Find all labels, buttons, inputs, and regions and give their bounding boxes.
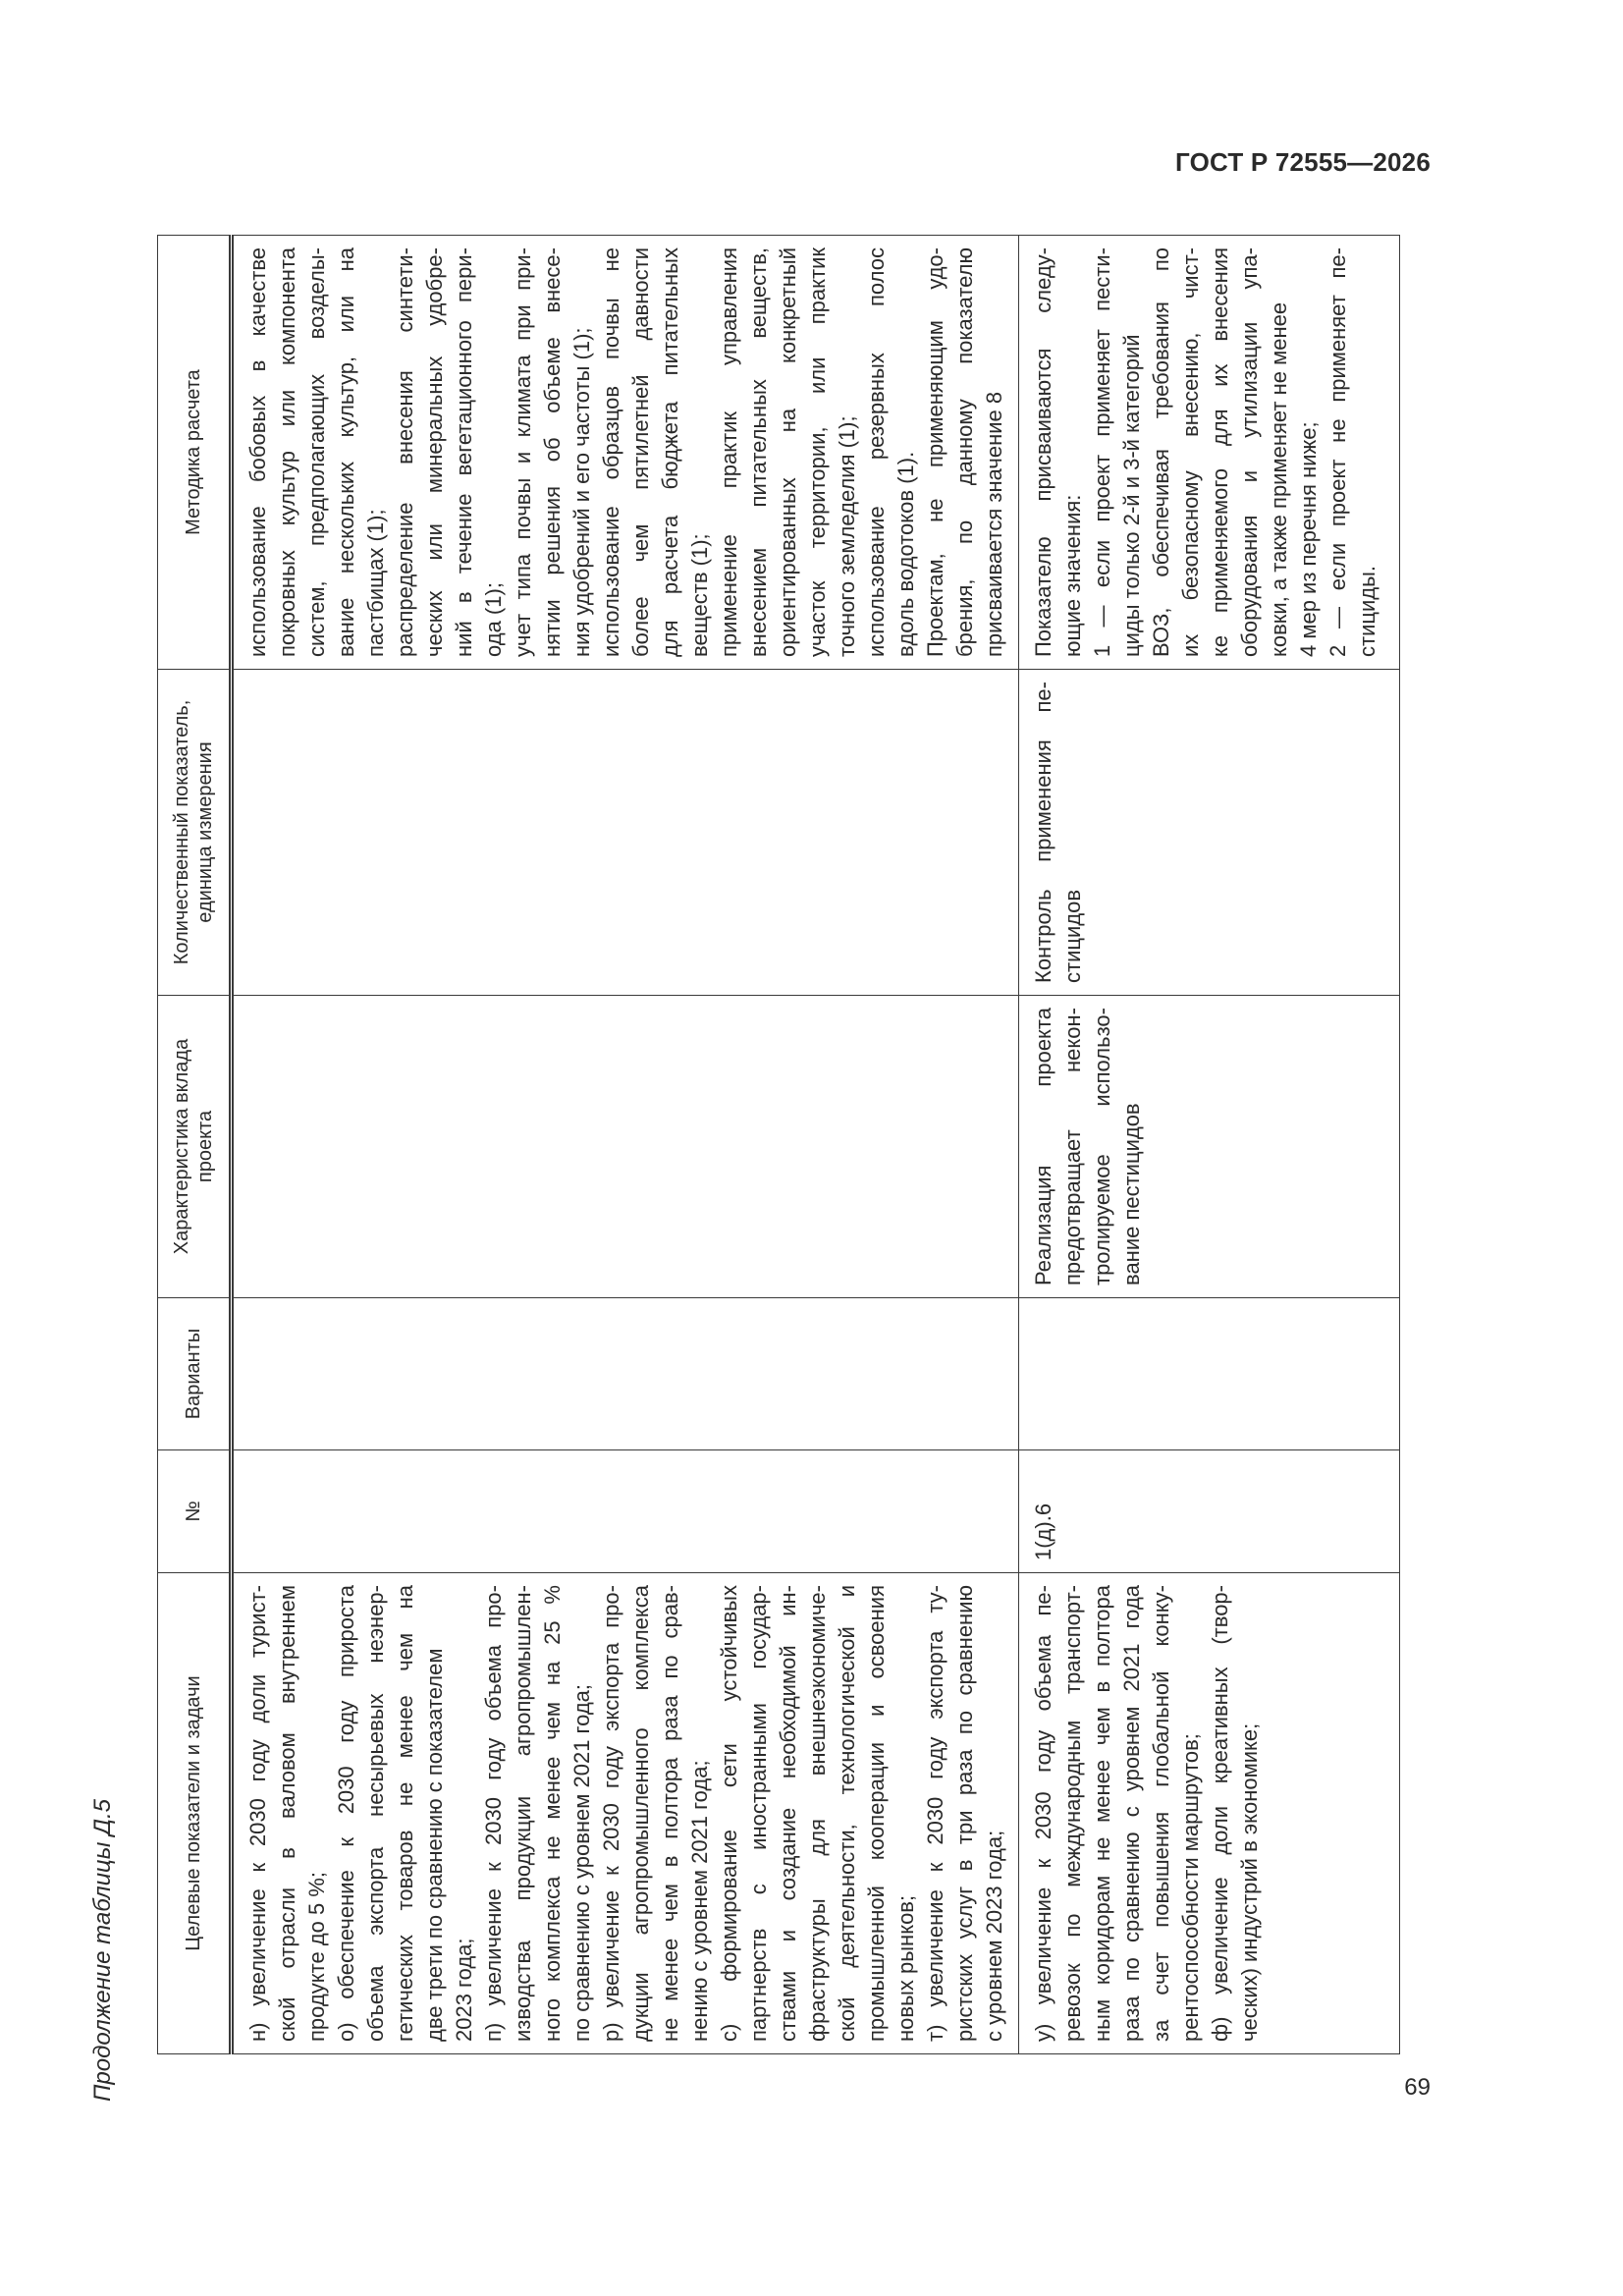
column-header-number: № bbox=[158, 1450, 232, 1573]
text-line: Проектам, не применяющим удо- bbox=[923, 247, 947, 657]
cell-indicator bbox=[1019, 670, 1400, 996]
column-header-variants: Варианты bbox=[158, 1298, 232, 1450]
text-line: Реализация проекта bbox=[1031, 1008, 1055, 1285]
text-line: оборудования и утилизации упа- bbox=[1237, 247, 1262, 657]
cell-contribution bbox=[232, 996, 1019, 1298]
cell-number bbox=[232, 1450, 1019, 1573]
text-line: вание пестицидов bbox=[1119, 1103, 1144, 1285]
text-line: 1 — если проект применяет пести- bbox=[1090, 247, 1114, 657]
text-line: промышленной кооперации и освоения bbox=[864, 1585, 889, 2042]
text-line: изводства продукции агропромышлен- bbox=[511, 1585, 535, 2042]
text-line: использование бобовых в качестве bbox=[245, 247, 270, 657]
text-line: не менее чем в полтора раза по срав- bbox=[658, 1585, 682, 2042]
table-caption: Продолжение таблицы Д.5 bbox=[89, 1798, 116, 2102]
cell-targets bbox=[232, 1573, 1019, 2054]
cell-variants bbox=[1019, 1298, 1400, 1450]
cell-contribution bbox=[1019, 996, 1400, 1298]
cell-indicator bbox=[232, 670, 1019, 996]
text-line: рентоспособности маршрутов; bbox=[1178, 1733, 1203, 2042]
text-line: применение практик управления bbox=[717, 247, 741, 657]
text-line: покровных культур или компонента bbox=[275, 247, 299, 657]
text-line: предотвращает некон- bbox=[1060, 1008, 1085, 1285]
text-line: присваивается значение 8 bbox=[982, 391, 1006, 657]
text-line: тролируемое использо- bbox=[1090, 1008, 1114, 1285]
table-row bbox=[1019, 236, 1400, 2054]
text-line: ориентированных на конкретный bbox=[776, 247, 800, 657]
cell-targets bbox=[1019, 1573, 1400, 2054]
text-line: продукте до 5 %; bbox=[304, 1872, 329, 2042]
text-line: ным коридорам не менее чем в полтора bbox=[1090, 1585, 1114, 2042]
column-header-contribution: Характеристика вклада проекта bbox=[158, 996, 232, 1298]
text-line: о) обеспечение к 2030 году прироста bbox=[334, 1585, 358, 2042]
text-line: ний в течение вегетационного пери- bbox=[452, 247, 476, 657]
cell-variants bbox=[232, 1298, 1019, 1450]
text-line: пастбищах (1); bbox=[363, 509, 388, 657]
text-line: ствами и создание необходимой ин- bbox=[776, 1585, 800, 2042]
cell-method bbox=[232, 236, 1019, 670]
text-line: по сравнению с уровнем 2021 года; bbox=[569, 1683, 594, 2042]
text-line: объема экспорта несырьевых неэнер- bbox=[363, 1585, 388, 2042]
cell-method bbox=[1019, 236, 1400, 670]
text-line: ния удобрений и его частоты (1); bbox=[569, 327, 594, 657]
text-line: нятии решения об объеме внесе- bbox=[540, 247, 565, 657]
text-line: р) увеличение к 2030 году экспорта про- bbox=[599, 1585, 623, 2042]
text-line: нению с уровнем 2021 года; bbox=[687, 1760, 712, 2042]
text-line: ВОЗ, обеспечивая требования по bbox=[1149, 247, 1173, 657]
column-header-method: Методика расчета bbox=[158, 236, 232, 670]
text-line: учет типа почвы и климата при при- bbox=[511, 247, 535, 657]
text-line: новых рынков; bbox=[893, 1894, 918, 2042]
table-header-row bbox=[158, 236, 232, 2054]
data-table bbox=[157, 235, 1400, 2054]
text-line: стицидов bbox=[1060, 889, 1085, 983]
text-line: Контроль применения пе- bbox=[1031, 682, 1055, 983]
text-line: 2 — если проект не применяет пе- bbox=[1325, 247, 1350, 657]
column-header-targets: Целевые показатели и задачи bbox=[158, 1573, 232, 2054]
text-line: Показателю присваиваются следу- bbox=[1031, 247, 1055, 657]
text-line: за счет повышения глобальной конку- bbox=[1149, 1585, 1173, 2042]
text-line: т) увеличение к 2030 году экспорта ту- bbox=[923, 1585, 947, 2042]
text-line: 2023 года; bbox=[452, 1938, 476, 2042]
text-line: ческих) индустрий в экономике; bbox=[1237, 1722, 1262, 2042]
text-line: вание нескольких культур, или на bbox=[334, 247, 358, 657]
text-line: ревозок по международным транспорт- bbox=[1060, 1585, 1085, 2042]
text-line: две трети по сравнению с показателем bbox=[422, 1648, 447, 2042]
text-line: ф) увеличение доли креативных (твор- bbox=[1208, 1585, 1232, 2042]
text-line: партнерств с иностранными государ- bbox=[746, 1585, 771, 2042]
cell-number bbox=[1019, 1450, 1400, 1573]
text-line: стициды. bbox=[1355, 565, 1380, 657]
text-line: веществ (1); bbox=[687, 533, 712, 657]
text-line: ода (1); bbox=[481, 582, 506, 657]
text-line: систем, предполагающих возделы- bbox=[304, 247, 329, 657]
text-line: их безопасному внесению, чист- bbox=[1178, 247, 1203, 657]
text-line: использование образцов почвы не bbox=[599, 247, 623, 657]
cell-number-text: 1(д).6 bbox=[1031, 1503, 1055, 1560]
text-line: для расчета бюджета питательных bbox=[658, 247, 682, 657]
text-line: с уровнем 2023 года; bbox=[982, 1830, 1006, 2042]
table-row bbox=[232, 236, 1019, 2054]
text-line: п) увеличение к 2030 году объема про- bbox=[481, 1585, 506, 2042]
text-line: внесением питательных веществ, bbox=[746, 247, 771, 657]
text-line: ской деятельности, технологической и bbox=[835, 1585, 859, 2042]
text-line: распределение внесения синтети- bbox=[393, 247, 417, 657]
page-number: 69 bbox=[1404, 2074, 1431, 2101]
text-line: с) формирование сети устойчивых bbox=[717, 1585, 741, 2042]
text-line: у) увеличение к 2030 году объема пе- bbox=[1031, 1585, 1055, 2042]
column-header-indicator: Количественный показатель, единица измерения bbox=[158, 670, 232, 996]
text-line: участок территории, или практик bbox=[805, 247, 830, 657]
text-line: фраструктуры для внешнеэкономиче- bbox=[805, 1585, 830, 2042]
text-line: брения, по данному показателю bbox=[952, 247, 977, 657]
text-line: ющие значения: bbox=[1060, 494, 1085, 657]
text-line: раза по сравнению с уровнем 2021 года bbox=[1119, 1585, 1144, 2042]
text-line: 4 мер из перечня ниже; bbox=[1296, 421, 1321, 657]
text-line: вдоль водотоков (1). bbox=[893, 451, 918, 657]
document-code: ГОСТ Р 72555—2026 bbox=[1175, 147, 1431, 177]
text-line: точного земледелия (1); bbox=[835, 415, 859, 657]
rotated-page-content bbox=[88, 236, 1424, 2102]
text-line: ного комплекса не менее чем на 25 % bbox=[540, 1585, 565, 2042]
text-line: н) увеличение к 2030 году доли турист- bbox=[245, 1585, 270, 2042]
text-line: ческих или минеральных удобре- bbox=[422, 247, 447, 657]
text-line: ке применяемого для их внесения bbox=[1208, 247, 1232, 657]
text-line: дукции агропромышленного комплекса bbox=[628, 1585, 653, 2042]
text-line: использование резервных полос bbox=[864, 247, 889, 657]
text-line: более чем пятилетней давности bbox=[628, 247, 653, 657]
text-line: ковки, а также применяет не менее bbox=[1267, 301, 1291, 657]
text-line: гетических товаров не менее чем на bbox=[393, 1585, 417, 2042]
text-line: циды только 2-й и 3-й категорий bbox=[1119, 334, 1144, 657]
text-line: ристских услуг в три раза по сравнению bbox=[952, 1585, 977, 2042]
text-line: ской отрасли в валовом внутреннем bbox=[275, 1585, 299, 2042]
